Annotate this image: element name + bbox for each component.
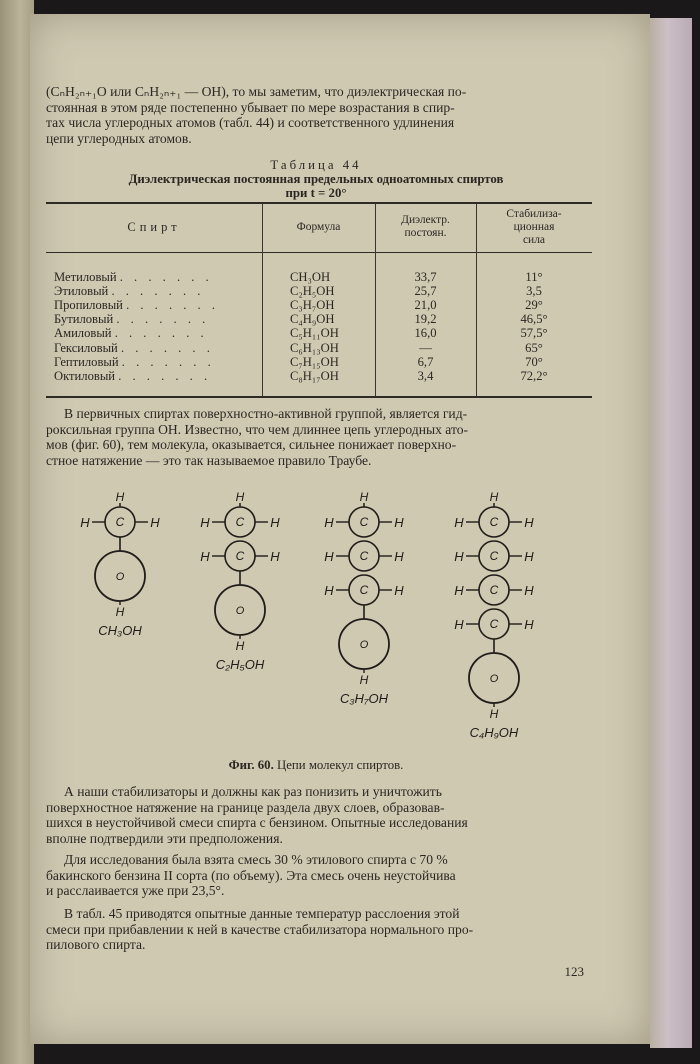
hydrogen-atom-label: H (115, 605, 125, 619)
table-cell-stab: 29° (525, 298, 543, 313)
text-line: стоянная в этом ряде постепенно убывает по мере возрастания в спир- (46, 99, 455, 115)
table-cell-dielectric: 16,0 (414, 326, 437, 341)
oxygen-atom-label: O (359, 639, 369, 651)
alcohol-name: Гептиловый (54, 354, 119, 369)
left-page-edge (0, 0, 34, 1064)
table-cell-stab: 72,2° (520, 368, 548, 383)
header-dielectric-1: Диэлектр. (401, 214, 450, 226)
molecule-label: C₃H₇OH (340, 691, 388, 706)
figure-caption (46, 758, 586, 773)
table-bottom-rule (46, 396, 592, 398)
leader-dots: . . . . . . . (116, 312, 210, 327)
carbon-atom-label: C (489, 549, 499, 563)
header-formula: Формула (296, 221, 341, 233)
text-line: и расслаивается уже при 23,5°. (46, 883, 225, 899)
oxygen-atom-label: O (235, 605, 245, 617)
table-header-rule (46, 252, 592, 253)
molecule-label: CH₃OH (98, 623, 142, 638)
hydrogen-atom-label: H (454, 617, 464, 632)
leader-dots: . . . . . . . (111, 284, 205, 299)
table-title-line1: Диэлектрическая постоянная предельных одноатомных спиртов (128, 172, 504, 186)
carbon-atom-label: C (489, 515, 499, 529)
header-dielectric-2: постоян. (404, 227, 447, 239)
hydrogen-atom-label: H (394, 549, 404, 564)
table-cell-dielectric: 25,7 (414, 284, 437, 299)
stabilizers-paragraph (46, 784, 586, 846)
table-cell-stab: 46,5° (520, 312, 548, 327)
table-cell-formula: C₄H₉OH (290, 312, 335, 327)
hydrogen-atom-label: H (150, 515, 160, 530)
text-line: пилового спирта. (46, 937, 146, 953)
text-line: Для исследования была взята смесь 30 % этилового спирта с 70 % (64, 852, 448, 867)
hydrogen-atom-label: H (324, 515, 334, 530)
text-line: цепи углеродных атомов. (46, 130, 192, 146)
table-cell-stab: 3,5 (526, 284, 542, 299)
oxygen-atom-label: O (489, 673, 499, 685)
table-cell-stab: 65° (525, 340, 543, 355)
text-line: смеси при прибавлении к ней в качестве стабилизатора нормального про- (46, 921, 474, 937)
table-cell-stab: 11° (525, 270, 543, 284)
header-stabilizing-3: сила (522, 234, 546, 246)
hydrogen-atom-label: H (454, 515, 464, 530)
text-line: В первичных спиртах поверхностно-активной группой, является гид- (64, 406, 468, 421)
hydrogen-atom-label: H (235, 639, 245, 653)
carbon-atom-label: C (489, 617, 499, 631)
hydrogen-atom-label: H (80, 515, 90, 530)
leader-dots: . . . . . . . (114, 326, 208, 341)
table-title-line2: при t = 20° (285, 186, 347, 200)
alcohol-name: Пропиловый (54, 298, 123, 313)
hydrogen-atom-label: H (115, 490, 125, 504)
table-cell-alcohol (54, 326, 260, 340)
mixture-paragraph (46, 852, 586, 899)
leader-dots: . . . . . . . (118, 368, 212, 383)
hydrogen-atom-label: H (454, 583, 464, 598)
carbon-atom-label: C (489, 583, 499, 597)
table-cell-alcohol (54, 369, 260, 383)
table-caption (46, 158, 586, 200)
table-cell-stab: 70° (525, 354, 543, 369)
right-page-edge (650, 18, 692, 1048)
text-line: шихся в неустойчивой смеси спирта с бензином. Опытные исследования (46, 815, 468, 831)
hydrogen-atom-label: H (489, 490, 499, 504)
table-cell-alcohol (54, 312, 260, 326)
text-line: мов (фиг. 60), тем молекула, оказывается, сильнее понижает поверхно- (46, 437, 457, 453)
dielectric-table (46, 202, 592, 398)
text-line: тах числа углеродных атомов (табл. 44) и соответственного удлинения (46, 115, 455, 131)
hydrogen-atom-label: H (524, 515, 534, 530)
header-alcohol: Спирт (127, 220, 181, 234)
page-number: 123 (564, 964, 584, 979)
leader-dots: . . . . . . . (126, 298, 219, 313)
carbon-atom-label: C (235, 549, 245, 563)
text-line: стное натяжение — это так называемое правило Траубе. (46, 452, 372, 468)
alcohol-name: Метиловый (54, 270, 117, 284)
carbon-atom-label: C (115, 515, 125, 529)
text-line: вполне подтвердили эти предположения. (46, 830, 283, 846)
table-cell-dielectric: 21,0 (414, 298, 437, 313)
table45-paragraph (46, 906, 586, 953)
hydrogen-atom-label: H (235, 490, 245, 504)
hydrogen-atom-label: H (394, 583, 404, 598)
table-cell-alcohol (54, 270, 260, 284)
hydrogen-atom-label: H (324, 549, 334, 564)
hydrogen-atom-label: H (200, 515, 210, 530)
figure-caption-text: Цепи молекул спиртов. (277, 758, 404, 772)
table-cell-dielectric: 3,4 (417, 368, 434, 383)
table-cell-dielectric: 19,2 (414, 312, 437, 327)
table-cell-formula: C₂H₅OH (290, 284, 335, 299)
hydrogen-atom-label: H (359, 490, 369, 504)
molecule-chains-figure (60, 480, 620, 760)
hydrogen-atom-label: H (524, 617, 534, 632)
hydrogen-atom-label: H (270, 515, 280, 530)
hydrogen-atom-label: H (359, 673, 369, 687)
leader-dots: . . . . . . . (121, 354, 215, 369)
text-line: (CₙH₂ₙ₊₁O или CₙH₂ₙ₊₁ — OH), то мы заметим, что диэлектрическая по- (46, 84, 467, 99)
carbon-atom-label: C (235, 515, 245, 529)
alcohol-name: Октиловый (54, 368, 116, 383)
table-cell-dielectric: — (419, 340, 432, 355)
text-line: В табл. 45 приводятся опытные данные температур расслоения этой (64, 906, 460, 921)
intro-paragraph (46, 84, 586, 146)
table-cell-formula: C₃H₇OH (290, 298, 335, 313)
header-stabilizing-2: ционная (513, 221, 555, 233)
figure-caption-number: Фиг. 60. (228, 758, 274, 772)
hydrogen-atom-label: H (394, 515, 404, 530)
carbon-atom-label: C (359, 583, 369, 597)
leader-dots: . . . . . . . (119, 270, 213, 284)
oxygen-atom-label: O (115, 571, 125, 583)
table-number: Таблица 44 (270, 158, 362, 172)
alcohol-name: Амиловый (54, 326, 112, 341)
hydrogen-atom-label: H (524, 549, 534, 564)
table-cell-formula: C₅H₁₁OH (290, 326, 339, 341)
table-top-rule (46, 202, 592, 204)
molecule-label: C₂H₅OH (215, 657, 265, 672)
text-line: роксильная группа OH. Известно, что чем длиннее цепь углеродных ато- (46, 421, 469, 437)
text-line: А наши стабилизаторы и должны как раз понизить и уничтожить (64, 784, 442, 799)
table-cell-formula: C₈H₁₇OH (290, 368, 339, 383)
table-cell-formula: CH₃OH (290, 270, 331, 284)
text-line: поверхностное натяжение на границе раздела двух слоев, образовав- (46, 799, 445, 815)
hydrogen-atom-label: H (324, 583, 334, 598)
table-cell-dielectric: 33,7 (414, 270, 437, 284)
molecule-label: C₄H₉OH (469, 725, 519, 740)
hydrogen-atom-label: H (200, 549, 210, 564)
table-cell-formula: C₆H₁₃OH (290, 340, 339, 355)
hydrogen-atom-label: H (270, 549, 280, 564)
hydrogen-atom-label: H (524, 583, 534, 598)
text-line: бакинского бензина II сорта (по объему). Эта смесь очень неустойчива (46, 867, 456, 883)
header-stabilizing-1: Стабилиза- (506, 208, 562, 220)
table-cell-dielectric: 6,7 (417, 354, 434, 369)
table-cell-alcohol (54, 341, 260, 355)
table-cell-formula: C₇H₁₅OH (290, 354, 339, 369)
table-cell-alcohol (54, 284, 260, 298)
alcohol-name: Бутиловый (54, 312, 114, 327)
table-cell-stab: 57,5° (520, 326, 548, 341)
alcohol-name: Гексиловый (54, 340, 118, 355)
alcohol-name: Этиловый (54, 284, 109, 299)
traube-paragraph (46, 406, 586, 468)
carbon-atom-label: C (359, 515, 369, 529)
leader-dots: . . . . . . . (120, 340, 214, 355)
hydrogen-atom-label: H (454, 549, 464, 564)
carbon-atom-label: C (359, 549, 369, 563)
table-cell-alcohol (54, 298, 260, 312)
table-cell-alcohol (54, 355, 260, 369)
hydrogen-atom-label: H (489, 707, 499, 721)
